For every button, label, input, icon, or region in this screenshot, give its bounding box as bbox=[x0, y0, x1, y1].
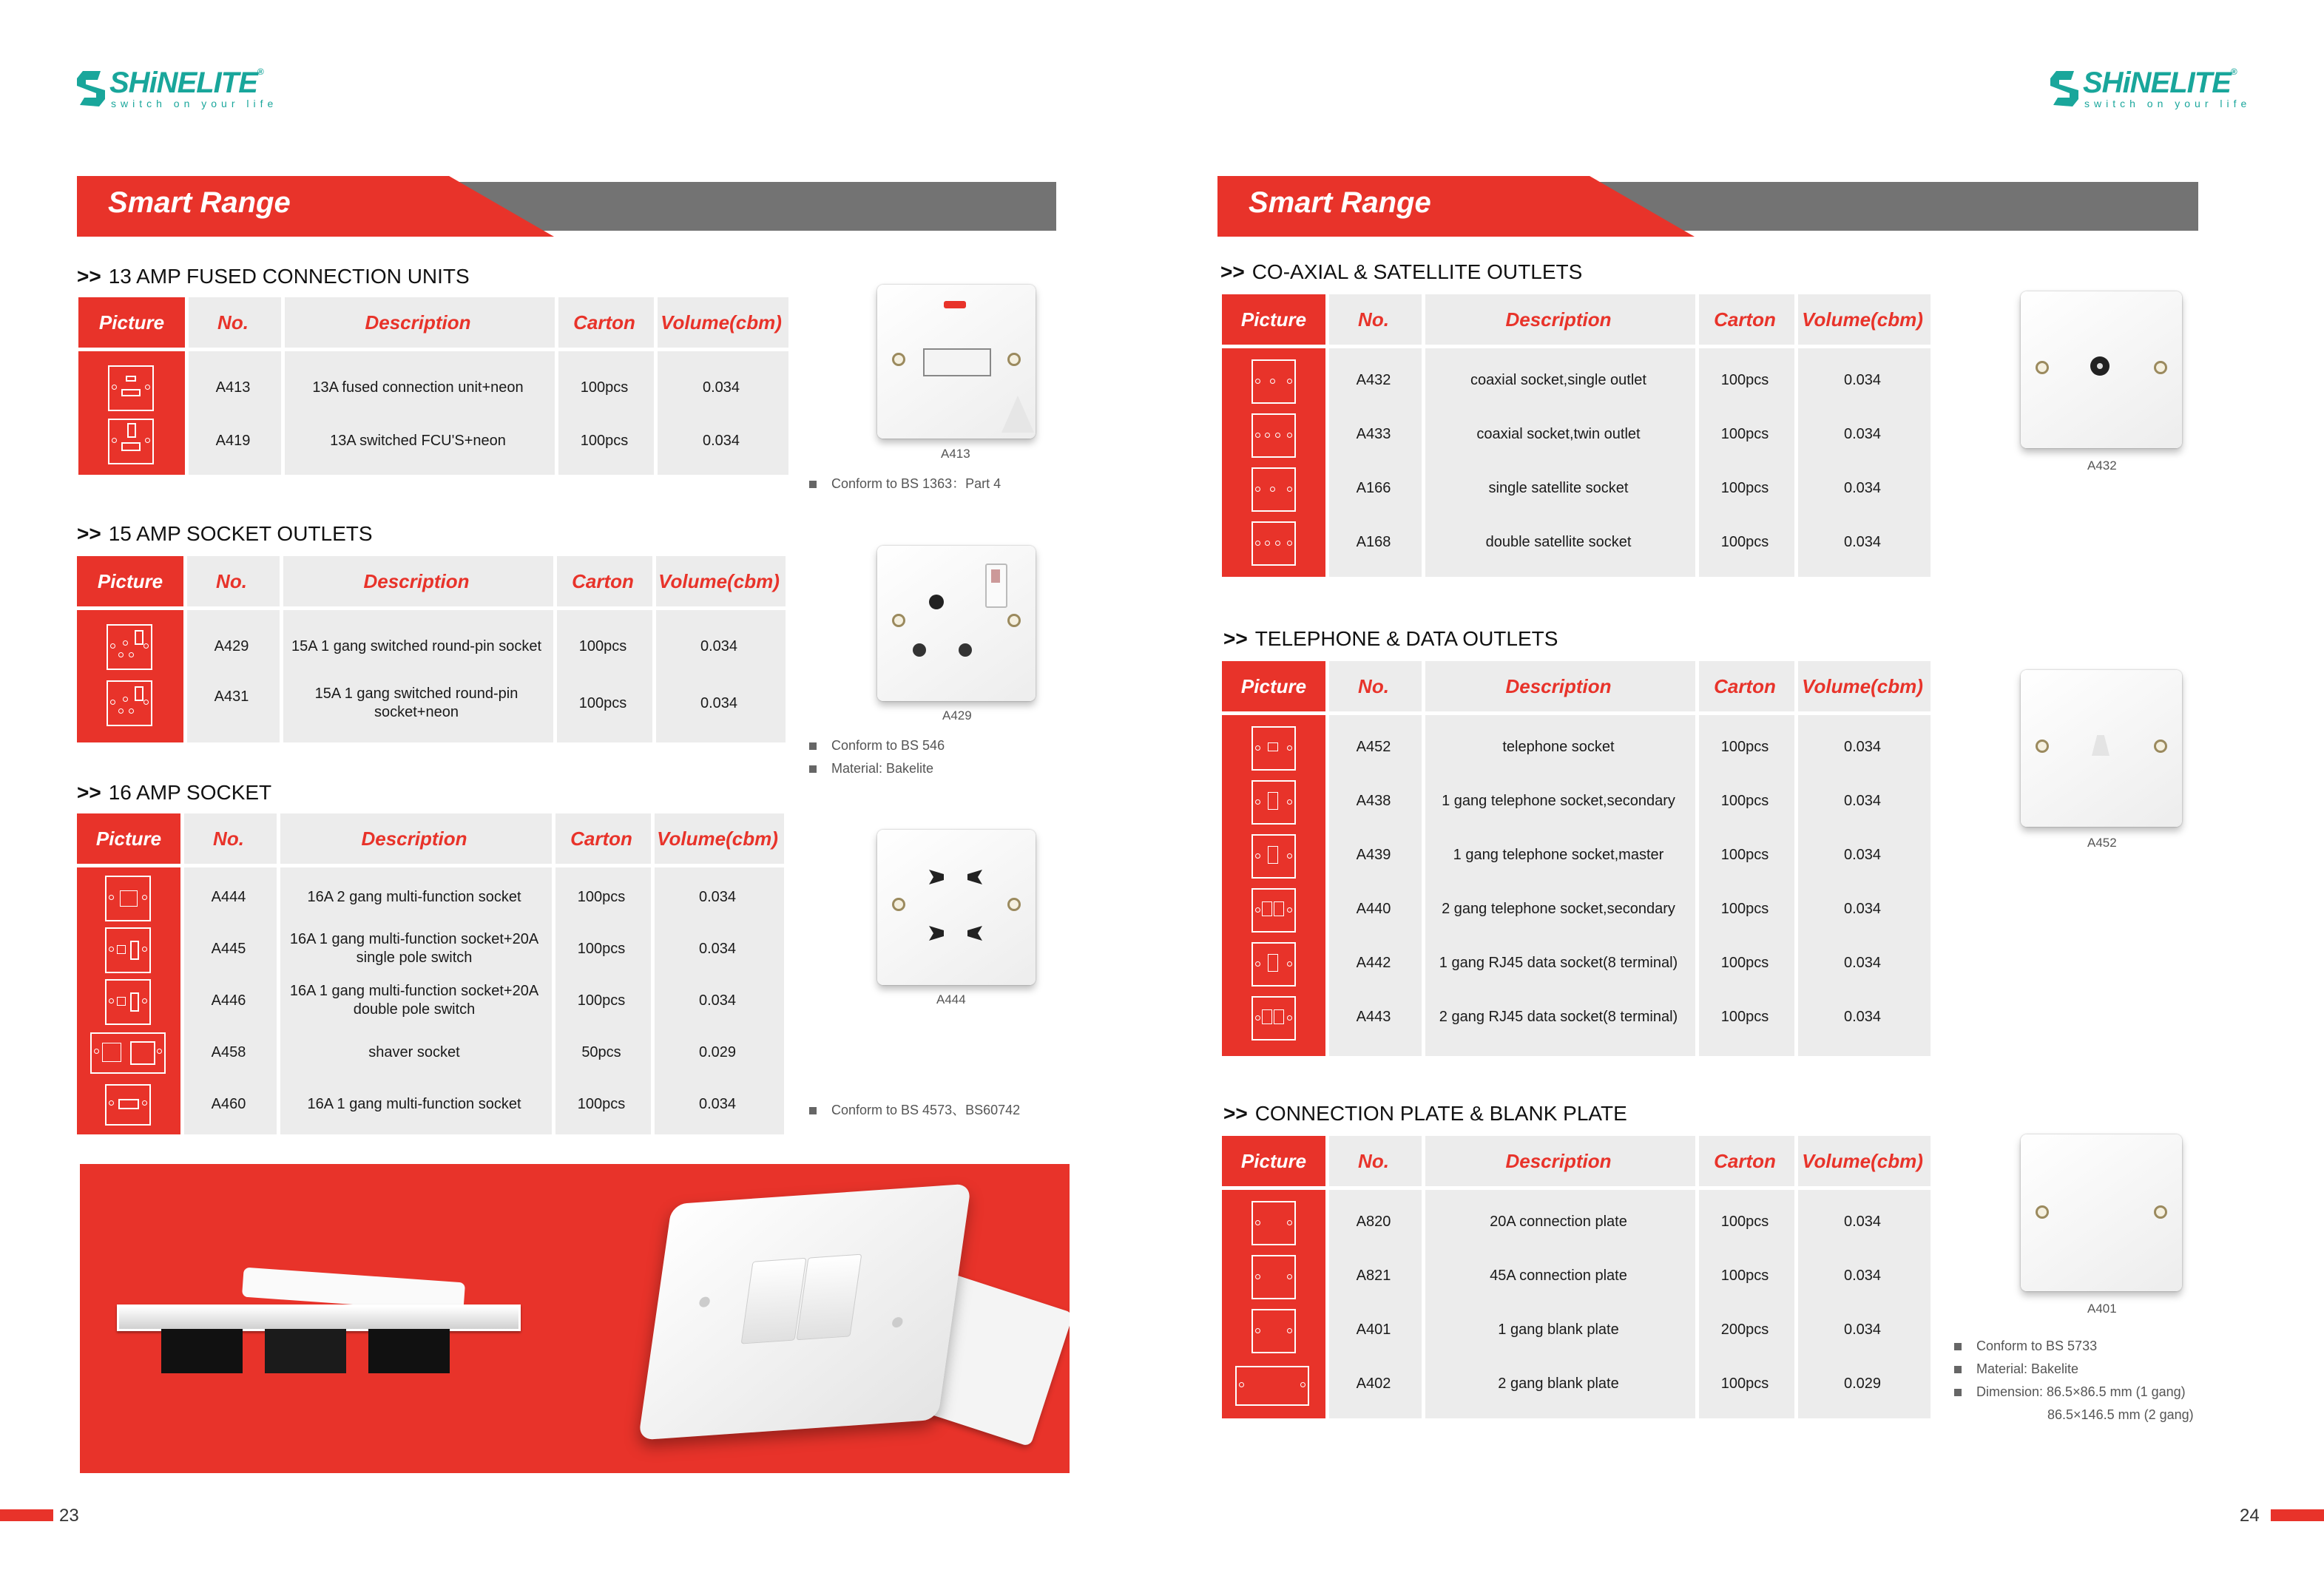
cell-volume: 0.034 bbox=[698, 940, 737, 957]
product-thumb-icon bbox=[1251, 1309, 1296, 1353]
cell-no: A433 bbox=[1356, 426, 1391, 442]
cell-no: A458 bbox=[211, 1043, 246, 1060]
cell-description: 16A 1 gang multi-function socket+20A double pole switch bbox=[289, 983, 539, 1018]
col-header-description: Description bbox=[1422, 294, 1695, 345]
page-tab-right bbox=[2271, 1509, 2324, 1521]
cell-description: 2 gang blank plate bbox=[1498, 1375, 1619, 1392]
spec-note: Dimension: 86.5×86.5 mm (1 gang) bbox=[1954, 1384, 2186, 1400]
product-label: A429 bbox=[942, 708, 972, 723]
col-header-description: Description bbox=[280, 556, 553, 606]
col-header-volume: Volume(cbm) bbox=[651, 813, 784, 864]
banner-title: Smart Range bbox=[108, 186, 291, 219]
col-header-carton: Carton bbox=[1695, 661, 1794, 711]
cell-carton: 200pcs bbox=[1720, 1322, 1769, 1338]
cell-carton: 100pcs bbox=[577, 992, 626, 1009]
product-table bbox=[78, 297, 788, 475]
col-header-volume: Volume(cbm) bbox=[652, 556, 786, 606]
cell-description: 16A 1 gang multi-function socket bbox=[307, 1095, 521, 1112]
table-row bbox=[1222, 1303, 1931, 1357]
col-header-no: No. bbox=[185, 297, 281, 348]
product-thumb-icon bbox=[90, 1032, 166, 1074]
cell-volume: 0.034 bbox=[1843, 1214, 1882, 1230]
product-thumb-icon bbox=[107, 624, 152, 670]
cell-description: telephone socket bbox=[1502, 739, 1615, 755]
product-table bbox=[1222, 294, 1931, 577]
cell-carton: 100pcs bbox=[577, 888, 626, 905]
brand-name: SHiNELITE bbox=[109, 67, 257, 99]
product-thumb-icon bbox=[1251, 888, 1296, 933]
cell-description: single satellite socket bbox=[1488, 480, 1629, 496]
product-thumb-icon bbox=[105, 1084, 151, 1126]
col-header-carton: Carton bbox=[555, 297, 654, 348]
cell-carton: 100pcs bbox=[1720, 372, 1769, 388]
product-thumb-icon bbox=[1251, 942, 1296, 987]
table-row bbox=[1222, 828, 1931, 882]
page-number-right: 24 bbox=[2240, 1506, 2260, 1526]
cell-carton: 100pcs bbox=[1720, 1009, 1769, 1025]
cell-description: 1 gang blank plate bbox=[1498, 1322, 1619, 1338]
cell-no: A446 bbox=[211, 992, 246, 1009]
cell-no: A820 bbox=[1356, 1214, 1391, 1230]
cell-no: A460 bbox=[211, 1095, 246, 1112]
cell-no: A432 bbox=[1356, 372, 1391, 388]
cell-description: 1 gang telephone socket,master bbox=[1453, 847, 1664, 863]
col-header-description: Description bbox=[1422, 661, 1695, 711]
cell-carton: 100pcs bbox=[1720, 426, 1769, 442]
table-row bbox=[1222, 936, 1931, 990]
col-header-volume: Volume(cbm) bbox=[1794, 661, 1931, 711]
table-row bbox=[78, 361, 788, 414]
cell-carton: 50pcs bbox=[581, 1043, 621, 1060]
product-image-a444 bbox=[877, 830, 1036, 985]
cell-description: 16A 2 gang multi-function socket bbox=[307, 888, 521, 905]
cell-volume: 0.034 bbox=[1843, 901, 1882, 917]
cell-description: 2 gang RJ45 data socket(8 terminal) bbox=[1439, 1009, 1678, 1025]
cell-description: 13A switched FCU'S+neon bbox=[330, 432, 506, 449]
col-header-description: Description bbox=[1422, 1136, 1695, 1186]
cell-volume: 0.029 bbox=[1843, 1375, 1882, 1392]
cell-volume: 0.034 bbox=[698, 888, 737, 905]
banner-right bbox=[1217, 176, 2198, 237]
cell-carton: 100pcs bbox=[1720, 901, 1769, 917]
product-thumb-icon bbox=[1235, 1366, 1309, 1406]
cell-no: A445 bbox=[211, 940, 246, 957]
cell-no: A444 bbox=[211, 888, 246, 905]
col-header-picture: Picture bbox=[77, 813, 180, 864]
logo-left bbox=[74, 68, 281, 112]
cell-description: 1 gang RJ45 data socket(8 terminal) bbox=[1439, 955, 1678, 971]
product-image-a432 bbox=[2021, 291, 2182, 448]
cell-volume: 0.034 bbox=[698, 992, 737, 1009]
product-thumb-icon bbox=[1251, 521, 1296, 566]
section-heading: >> CONNECTION PLATE & BLANK PLATE bbox=[1223, 1102, 1627, 1125]
cell-carton: 100pcs bbox=[1720, 847, 1769, 863]
spec-note: Material: Bakelite bbox=[809, 761, 933, 776]
table-row bbox=[77, 923, 784, 975]
section-heading: >> TELEPHONE & DATA OUTLETS bbox=[1223, 627, 1558, 650]
cell-no: A443 bbox=[1356, 1009, 1391, 1025]
cell-carton: 100pcs bbox=[1720, 739, 1769, 755]
cell-no: A438 bbox=[1356, 793, 1391, 809]
cell-carton: 100pcs bbox=[577, 1095, 626, 1112]
hero-product-photo bbox=[80, 1164, 1070, 1473]
product-label: A401 bbox=[2087, 1302, 2117, 1316]
cell-description: 15A 1 gang switched round-pin socket+neon bbox=[314, 686, 518, 720]
product-thumb-icon bbox=[1251, 1201, 1296, 1245]
product-table bbox=[1222, 1136, 1931, 1418]
cell-description: 2 gang telephone socket,secondary bbox=[1442, 901, 1675, 917]
product-table bbox=[1222, 661, 1931, 1056]
cell-description: coaxial socket,single outlet bbox=[1470, 372, 1646, 388]
table-row bbox=[1222, 990, 1931, 1044]
cell-carton: 100pcs bbox=[578, 637, 627, 654]
cell-volume: 0.034 bbox=[700, 637, 738, 654]
col-header-description: Description bbox=[281, 297, 555, 348]
cell-no: A168 bbox=[1356, 534, 1391, 550]
table-row bbox=[77, 673, 786, 734]
cell-volume: 0.034 bbox=[1843, 372, 1882, 388]
product-thumb-icon bbox=[1251, 1255, 1296, 1299]
product-image-a413 bbox=[877, 285, 1036, 439]
cell-volume: 0.034 bbox=[1843, 1322, 1882, 1338]
cell-no: A452 bbox=[1356, 739, 1391, 755]
cell-carton: 100pcs bbox=[578, 694, 627, 711]
col-header-volume: Volume(cbm) bbox=[1794, 294, 1931, 345]
table-row bbox=[1222, 1195, 1931, 1249]
cell-description: 45A connection plate bbox=[1490, 1268, 1627, 1284]
product-thumb-icon bbox=[107, 680, 152, 726]
product-table bbox=[77, 556, 786, 742]
product-image-a401 bbox=[2021, 1134, 2182, 1291]
col-header-picture: Picture bbox=[77, 556, 183, 606]
col-header-carton: Carton bbox=[553, 556, 652, 606]
cell-description: coaxial socket,twin outlet bbox=[1476, 426, 1641, 442]
cell-no: A402 bbox=[1356, 1375, 1391, 1392]
cell-volume: 0.034 bbox=[1843, 847, 1882, 863]
col-header-volume: Volume(cbm) bbox=[654, 297, 788, 348]
cell-no: A401 bbox=[1356, 1322, 1391, 1338]
cell-volume: 0.034 bbox=[1843, 739, 1882, 755]
page-tab-left bbox=[0, 1509, 53, 1521]
col-header-picture: Picture bbox=[1222, 661, 1325, 711]
product-thumb-icon bbox=[1251, 413, 1296, 458]
product-thumb-icon bbox=[1251, 780, 1296, 825]
cell-volume: 0.034 bbox=[702, 379, 740, 396]
table-row bbox=[77, 975, 784, 1026]
banner-left bbox=[77, 176, 1056, 237]
cell-carton: 100pcs bbox=[1720, 480, 1769, 496]
cell-description: 13A fused connection unit+neon bbox=[312, 379, 524, 396]
brand-name: SHiNELITE bbox=[2083, 67, 2231, 99]
cell-description: 20A connection plate bbox=[1490, 1214, 1627, 1230]
cell-no: A429 bbox=[214, 637, 249, 654]
col-header-carton: Carton bbox=[1695, 1136, 1794, 1186]
col-header-no: No. bbox=[1325, 294, 1422, 345]
section-heading: >> 15 AMP SOCKET OUTLETS bbox=[77, 522, 373, 545]
cell-carton: 100pcs bbox=[1720, 534, 1769, 550]
product-image-a452 bbox=[2021, 670, 2182, 827]
brand-tagline: switch on your life bbox=[111, 98, 278, 109]
cell-volume: 0.034 bbox=[1843, 1268, 1882, 1284]
col-header-volume: Volume(cbm) bbox=[1794, 1136, 1931, 1186]
brand-reg: ® bbox=[257, 67, 263, 77]
section-heading: >> 13 AMP FUSED CONNECTION UNITS bbox=[77, 265, 470, 288]
cell-no: A419 bbox=[215, 432, 251, 449]
product-thumb-icon bbox=[108, 365, 154, 411]
cell-volume: 0.034 bbox=[1843, 955, 1882, 971]
table-row bbox=[1222, 461, 1931, 515]
cell-no: A413 bbox=[215, 379, 251, 396]
cell-volume: 0.029 bbox=[698, 1043, 737, 1060]
page-number-left: 23 bbox=[59, 1506, 79, 1526]
cell-volume: 0.034 bbox=[700, 694, 738, 711]
cell-no: A440 bbox=[1356, 901, 1391, 917]
product-thumb-icon bbox=[1251, 834, 1296, 879]
cell-carton: 100pcs bbox=[580, 432, 629, 449]
col-header-picture: Picture bbox=[78, 297, 185, 348]
cell-volume: 0.034 bbox=[1843, 426, 1882, 442]
cell-volume: 0.034 bbox=[702, 432, 740, 449]
logo-right bbox=[2047, 68, 2254, 112]
product-thumb-icon bbox=[105, 927, 151, 973]
col-header-picture: Picture bbox=[1222, 1136, 1325, 1186]
cell-carton: 100pcs bbox=[1720, 793, 1769, 809]
table-row bbox=[1222, 515, 1931, 569]
shinelite-logo-icon bbox=[74, 68, 107, 109]
product-thumb-icon bbox=[1251, 359, 1296, 404]
spec-note: Conform to BS 4573、BS60742 bbox=[809, 1100, 1020, 1119]
cell-description: 1 gang telephone socket,secondary bbox=[1442, 793, 1675, 809]
cell-volume: 0.034 bbox=[698, 1095, 737, 1112]
table-row bbox=[77, 620, 786, 673]
product-table bbox=[77, 813, 784, 1134]
brand-reg: ® bbox=[2230, 67, 2237, 77]
section-heading: >> 16 AMP SOCKET bbox=[77, 781, 272, 804]
product-label: A444 bbox=[936, 992, 966, 1006]
cell-carton: 100pcs bbox=[1720, 955, 1769, 971]
spec-note: Conform to BS 546 bbox=[809, 738, 945, 754]
section-heading: >> CO-AXIAL & SATELLITE OUTLETS bbox=[1220, 260, 1583, 283]
cell-no: A439 bbox=[1356, 847, 1391, 863]
banner-title: Smart Range bbox=[1249, 186, 1431, 219]
cell-carton: 100pcs bbox=[577, 940, 626, 957]
cell-carton: 100pcs bbox=[1720, 1375, 1769, 1392]
table-row bbox=[78, 414, 788, 467]
cell-carton: 100pcs bbox=[1720, 1268, 1769, 1284]
spec-note: Conform to BS 5733 bbox=[1954, 1339, 2097, 1354]
product-label: A452 bbox=[2087, 836, 2117, 850]
table-row bbox=[77, 871, 784, 923]
product-thumb-icon bbox=[1251, 467, 1296, 512]
cell-volume: 0.034 bbox=[1843, 480, 1882, 496]
cell-description: double satellite socket bbox=[1485, 534, 1632, 550]
cell-no: A166 bbox=[1356, 480, 1391, 496]
col-header-no: No. bbox=[180, 813, 277, 864]
product-thumb-icon bbox=[105, 979, 151, 1025]
col-header-carton: Carton bbox=[552, 813, 651, 864]
product-thumb-icon bbox=[105, 876, 151, 921]
spec-note: Conform to BS 1363：Part 4 bbox=[809, 473, 1001, 493]
product-thumb-icon bbox=[1251, 996, 1296, 1040]
product-label: A432 bbox=[2087, 458, 2117, 473]
table-row bbox=[1222, 774, 1931, 828]
product-thumb-icon bbox=[108, 419, 154, 464]
cell-volume: 0.034 bbox=[1843, 793, 1882, 809]
cell-carton: 100pcs bbox=[1720, 1214, 1769, 1230]
col-header-no: No. bbox=[183, 556, 280, 606]
col-header-no: No. bbox=[1325, 661, 1422, 711]
cell-no: A431 bbox=[214, 688, 249, 705]
shinelite-logo-icon bbox=[2047, 68, 2080, 109]
col-header-no: No. bbox=[1325, 1136, 1422, 1186]
table-row bbox=[77, 1078, 784, 1130]
cell-no: A821 bbox=[1356, 1268, 1391, 1284]
table-row bbox=[1222, 1357, 1931, 1411]
table-row bbox=[1222, 1249, 1931, 1303]
cell-volume: 0.034 bbox=[1843, 1009, 1882, 1025]
col-header-description: Description bbox=[277, 813, 552, 864]
table-row bbox=[1222, 353, 1931, 407]
spec-note: Material: Bakelite bbox=[1954, 1361, 2078, 1377]
col-header-carton: Carton bbox=[1695, 294, 1794, 345]
product-image-a429 bbox=[877, 546, 1036, 701]
table-row bbox=[1222, 720, 1931, 774]
col-header-picture: Picture bbox=[1222, 294, 1325, 345]
table-row bbox=[1222, 407, 1931, 461]
product-thumb-icon bbox=[1251, 726, 1296, 771]
cell-carton: 100pcs bbox=[580, 379, 629, 396]
table-row bbox=[77, 1026, 784, 1078]
cell-description: 16A 1 gang multi-function socket+20A single pole switch bbox=[289, 931, 539, 966]
cell-description: 15A 1 gang switched round-pin socket bbox=[291, 637, 541, 654]
product-label: A413 bbox=[941, 447, 970, 461]
cell-description: shaver socket bbox=[368, 1043, 460, 1060]
brand-tagline: switch on your life bbox=[2084, 98, 2252, 109]
spec-note: 86.5×146.5 mm (2 gang) bbox=[2047, 1407, 2194, 1422]
cell-no: A442 bbox=[1356, 955, 1391, 971]
table-row bbox=[1222, 882, 1931, 936]
cell-volume: 0.034 bbox=[1843, 534, 1882, 550]
